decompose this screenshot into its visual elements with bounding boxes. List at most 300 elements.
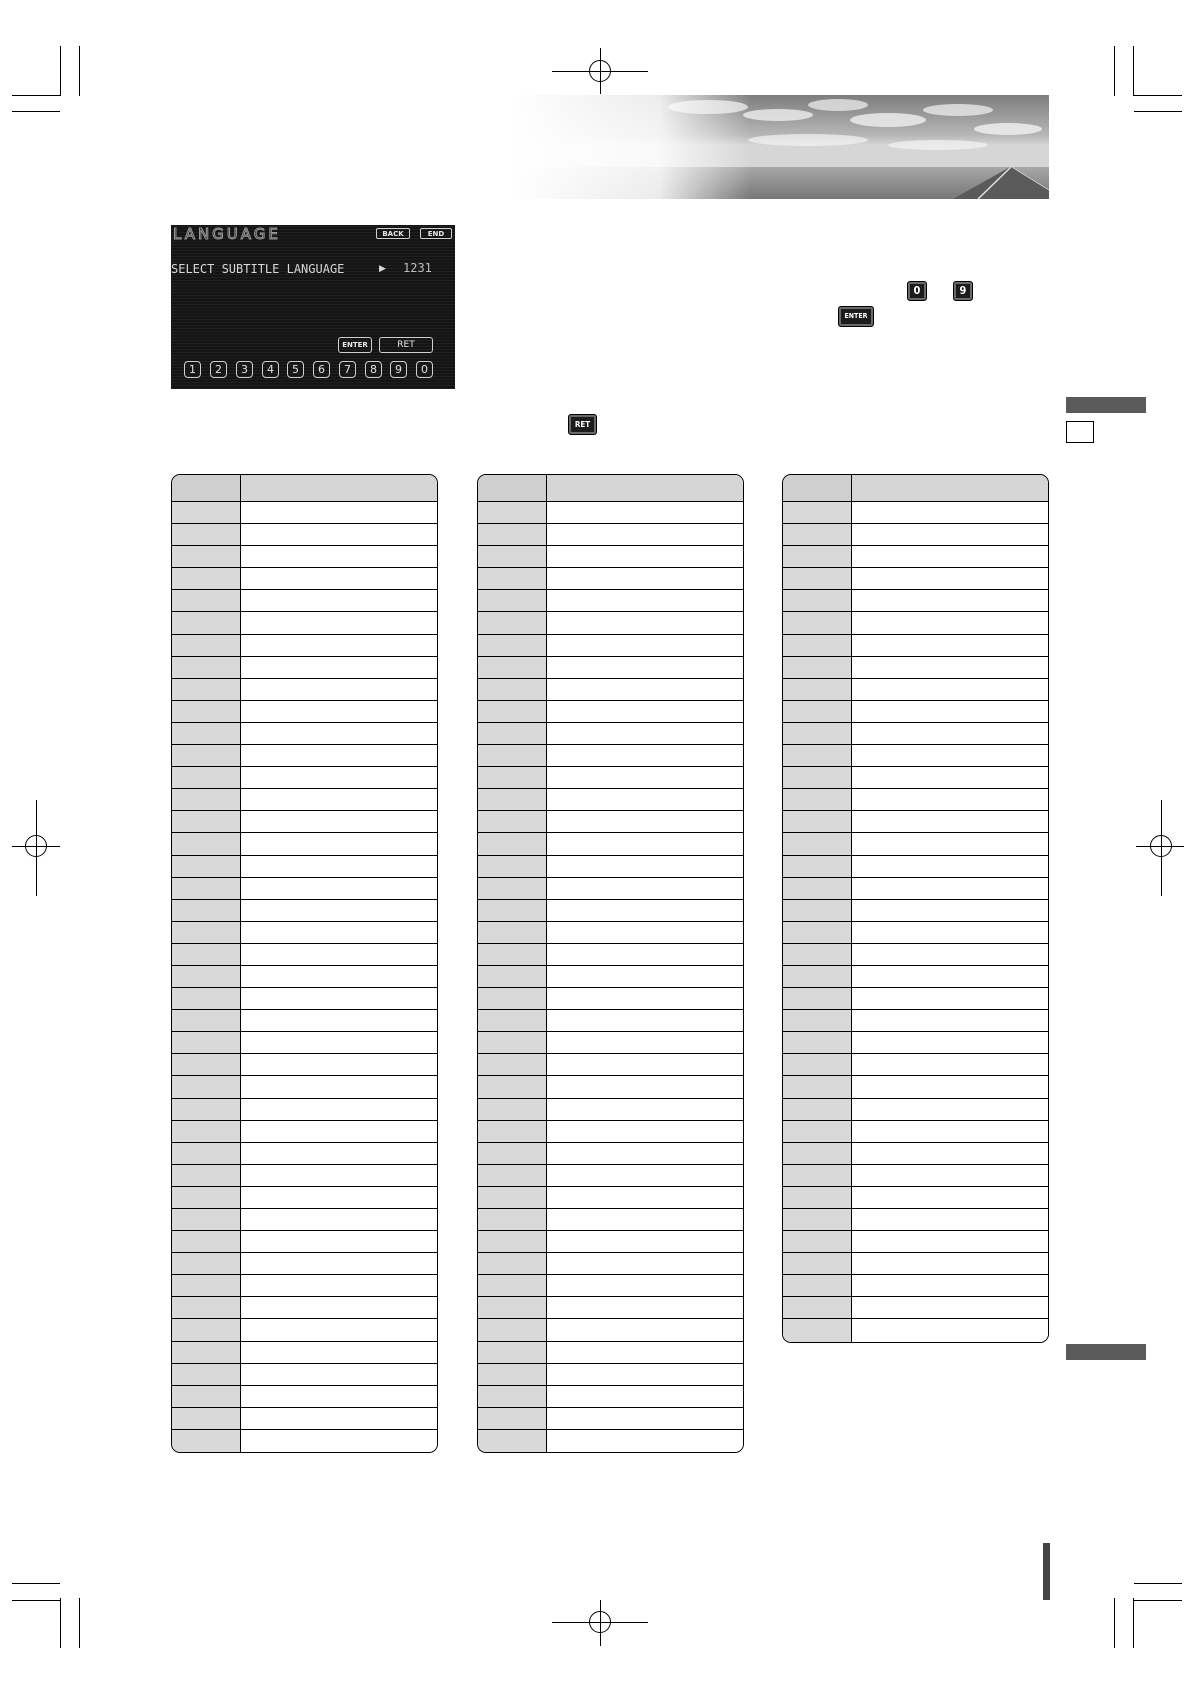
code-cell	[783, 657, 852, 678]
code-cell	[478, 944, 547, 965]
code-cell	[783, 524, 852, 545]
language-cell	[547, 1231, 743, 1252]
table-row	[783, 1319, 1048, 1341]
language-cell	[241, 1231, 437, 1252]
language-cell	[241, 767, 437, 788]
language-cell	[241, 1165, 437, 1186]
code-cell	[783, 922, 852, 943]
key-nine-icon: 9	[953, 281, 973, 301]
language-cell	[241, 701, 437, 722]
code-cell	[478, 1430, 547, 1452]
table-row	[478, 1408, 743, 1430]
code-cell	[172, 1319, 241, 1340]
table-row	[783, 502, 1048, 524]
table-row	[478, 1165, 743, 1187]
code-cell	[172, 679, 241, 700]
language-header-cell	[547, 475, 743, 501]
code-cell	[478, 745, 547, 766]
table-row	[172, 1275, 437, 1297]
code-cell	[478, 1253, 547, 1274]
code-cell	[172, 1054, 241, 1075]
language-cell	[547, 1430, 743, 1452]
language-cell	[852, 1297, 1048, 1318]
language-cell	[547, 1342, 743, 1363]
table-row	[172, 524, 437, 546]
code-cell	[172, 878, 241, 899]
table-row	[172, 657, 437, 679]
code-cell	[783, 1010, 852, 1031]
code-cell	[172, 657, 241, 678]
code-cell	[783, 833, 852, 854]
language-cell	[852, 900, 1048, 921]
language-cell	[852, 612, 1048, 633]
code-cell	[783, 1187, 852, 1208]
table-row	[172, 1386, 437, 1408]
language-cell	[241, 833, 437, 854]
code-cell	[478, 966, 547, 987]
table-row	[783, 856, 1048, 878]
number-key-5[interactable]: 5	[287, 361, 304, 378]
language-cell	[241, 1187, 437, 1208]
language-cell	[241, 1253, 437, 1274]
language-cell	[241, 944, 437, 965]
code-cell	[783, 1297, 852, 1318]
language-cell	[852, 1054, 1048, 1075]
code-cell	[478, 811, 547, 832]
language-cell	[241, 745, 437, 766]
table-row	[783, 1165, 1048, 1187]
table-row	[172, 568, 437, 590]
language-cell	[241, 1342, 437, 1363]
language-cell	[241, 1430, 437, 1452]
page-edge-bar	[1043, 1543, 1050, 1600]
table-row	[172, 1253, 437, 1275]
number-key-7[interactable]: 7	[339, 361, 356, 378]
table-row	[478, 1364, 743, 1386]
code-cell	[172, 1342, 241, 1363]
language-cell	[547, 657, 743, 678]
language-cell	[852, 1209, 1048, 1230]
number-key-8[interactable]: 8	[365, 361, 382, 378]
language-cell	[852, 635, 1048, 656]
key-ret-icon: RET	[568, 414, 597, 435]
table-row	[783, 789, 1048, 811]
code-cell	[478, 878, 547, 899]
code-cell	[783, 1054, 852, 1075]
table-row	[172, 1032, 437, 1054]
code-cell	[783, 1076, 852, 1097]
language-cell	[547, 833, 743, 854]
code-cell	[478, 1099, 547, 1120]
code-cell	[172, 1408, 241, 1429]
language-cell	[241, 1121, 437, 1142]
table-row	[478, 546, 743, 568]
language-code-table-3	[782, 474, 1049, 1343]
table-row	[172, 701, 437, 723]
language-cell	[241, 590, 437, 611]
language-cell	[241, 966, 437, 987]
number-key-1[interactable]: 1	[184, 361, 201, 378]
end-button[interactable]: END	[420, 228, 452, 239]
table-row	[783, 1143, 1048, 1165]
table-row	[172, 635, 437, 657]
language-cell	[852, 657, 1048, 678]
code-cell	[783, 612, 852, 633]
table-row	[172, 1165, 437, 1187]
table-row	[478, 1342, 743, 1364]
table-row	[478, 1253, 743, 1275]
code-cell	[478, 922, 547, 943]
table-row	[172, 679, 437, 701]
table-row	[172, 900, 437, 922]
language-cell	[852, 878, 1048, 899]
language-cell	[241, 546, 437, 567]
language-cell	[547, 966, 743, 987]
table-row	[172, 1231, 437, 1253]
code-cell	[783, 944, 852, 965]
table-row	[783, 1187, 1048, 1209]
table-row	[783, 679, 1048, 701]
table-row	[783, 546, 1048, 568]
language-cell	[241, 988, 437, 1009]
language-cell	[852, 1143, 1048, 1164]
code-cell	[478, 568, 547, 589]
number-key-9[interactable]: 9	[390, 361, 407, 378]
code-cell	[478, 1386, 547, 1407]
table-row	[478, 878, 743, 900]
code-cell	[172, 944, 241, 965]
code-cell	[172, 966, 241, 987]
language-cell	[241, 811, 437, 832]
language-cell	[547, 1143, 743, 1164]
table-row	[783, 1054, 1048, 1076]
language-cell	[241, 1297, 437, 1318]
table-row	[478, 679, 743, 701]
code-cell	[478, 1209, 547, 1230]
language-header-cell	[241, 475, 437, 501]
language-cell	[241, 524, 437, 545]
number-key-0[interactable]: 0	[416, 361, 433, 378]
code-cell	[478, 789, 547, 810]
code-cell	[478, 635, 547, 656]
language-cell	[241, 856, 437, 877]
code-cell	[172, 546, 241, 567]
code-cell	[478, 1342, 547, 1363]
language-cell	[852, 745, 1048, 766]
table-row	[172, 767, 437, 789]
code-cell	[783, 1099, 852, 1120]
language-cell	[547, 1076, 743, 1097]
code-cell	[478, 900, 547, 921]
language-cell	[547, 1319, 743, 1340]
language-cell	[852, 1076, 1048, 1097]
section-tab	[1066, 397, 1146, 413]
table-row	[172, 811, 437, 833]
table-row	[478, 1231, 743, 1253]
back-button[interactable]: BACK	[376, 228, 410, 239]
table-row	[478, 701, 743, 723]
table-row	[783, 1231, 1048, 1253]
code-cell	[172, 745, 241, 766]
table-row	[172, 590, 437, 612]
language-cell	[547, 701, 743, 722]
table-row	[783, 811, 1048, 833]
code-header-cell	[478, 475, 547, 501]
code-cell	[783, 1231, 852, 1252]
language-cell	[547, 922, 743, 943]
language-cell	[852, 1121, 1048, 1142]
language-cell	[241, 1032, 437, 1053]
table-row	[478, 966, 743, 988]
code-cell	[172, 1364, 241, 1385]
language-cell	[241, 1054, 437, 1075]
code-cell	[172, 1231, 241, 1252]
language-cell	[547, 1010, 743, 1031]
code-cell	[478, 1275, 547, 1296]
language-cell	[547, 635, 743, 656]
table-row	[783, 1209, 1048, 1231]
number-key-2[interactable]: 2	[210, 361, 227, 378]
play-arrow-icon: ▶	[379, 263, 386, 273]
code-cell	[478, 502, 547, 523]
language-cell	[547, 1121, 743, 1142]
code-cell	[172, 502, 241, 523]
table-row	[783, 900, 1048, 922]
table-row	[478, 900, 743, 922]
code-cell	[783, 966, 852, 987]
language-cell	[547, 878, 743, 899]
language-cell	[852, 546, 1048, 567]
code-cell	[783, 856, 852, 877]
table-row	[172, 966, 437, 988]
code-cell	[478, 833, 547, 854]
language-cell	[241, 1275, 437, 1296]
language-cell	[852, 966, 1048, 987]
table-row	[172, 745, 437, 767]
code-cell	[478, 1408, 547, 1429]
table-row	[172, 944, 437, 966]
table-row	[172, 1099, 437, 1121]
table-row	[478, 657, 743, 679]
code-cell	[172, 635, 241, 656]
table-row	[172, 1430, 437, 1452]
language-cell	[241, 789, 437, 810]
table-row	[172, 1209, 437, 1231]
language-cell	[241, 679, 437, 700]
language-cell	[547, 745, 743, 766]
language-cell	[852, 1319, 1048, 1341]
code-cell	[478, 1076, 547, 1097]
language-cell	[241, 568, 437, 589]
table-row	[478, 1187, 743, 1209]
table-header	[478, 475, 743, 502]
language-cell	[852, 679, 1048, 700]
language-cell	[547, 679, 743, 700]
table-row	[478, 988, 743, 1010]
code-cell	[478, 524, 547, 545]
language-cell	[241, 657, 437, 678]
code-cell	[783, 590, 852, 611]
language-cell	[852, 1231, 1048, 1252]
code-cell	[783, 1165, 852, 1186]
language-cell	[241, 878, 437, 899]
table-row	[783, 833, 1048, 855]
code-cell	[478, 1231, 547, 1252]
section-tab-lower	[1066, 1344, 1146, 1360]
key-enter-icon: ENTER	[838, 306, 874, 327]
language-cell	[852, 590, 1048, 611]
table-row	[783, 1099, 1048, 1121]
table-row	[478, 767, 743, 789]
code-cell	[478, 723, 547, 744]
table-row	[478, 1010, 743, 1032]
code-cell	[478, 1187, 547, 1208]
code-cell	[478, 546, 547, 567]
language-cell	[547, 811, 743, 832]
code-cell	[783, 789, 852, 810]
code-cell	[172, 833, 241, 854]
subtitle-language-prompt: SELECT SUBTITLE LANGUAGE	[171, 262, 345, 276]
language-code-table-1	[171, 474, 438, 1453]
code-header-cell	[172, 475, 241, 501]
ret-button[interactable]: RET	[379, 337, 433, 353]
table-row	[172, 922, 437, 944]
language-cell	[852, 767, 1048, 788]
language-cell	[547, 1275, 743, 1296]
language-code-table-2	[477, 474, 744, 1453]
language-cell	[852, 1253, 1048, 1274]
code-cell	[172, 988, 241, 1009]
table-row	[478, 612, 743, 634]
language-cell	[547, 1165, 743, 1186]
language-cell	[547, 1099, 743, 1120]
code-cell	[478, 988, 547, 1009]
code-cell	[783, 1275, 852, 1296]
header-landscape-image	[508, 95, 1049, 199]
language-cell	[852, 701, 1048, 722]
language-cell	[241, 1099, 437, 1120]
code-cell	[172, 789, 241, 810]
language-cell	[852, 502, 1048, 523]
number-key-3[interactable]: 3	[236, 361, 253, 378]
table-row	[172, 1121, 437, 1143]
language-cell	[852, 568, 1048, 589]
code-cell	[478, 1165, 547, 1186]
language-cell	[547, 1386, 743, 1407]
language-cell	[547, 767, 743, 788]
language-cell	[547, 1209, 743, 1230]
language-cell	[241, 502, 437, 523]
language-cell	[241, 1143, 437, 1164]
table-row	[783, 1275, 1048, 1297]
table-row	[783, 590, 1048, 612]
table-row	[478, 524, 743, 546]
language-cell	[852, 1165, 1048, 1186]
code-cell	[172, 767, 241, 788]
language-cell	[241, 635, 437, 656]
code-cell	[172, 1010, 241, 1031]
code-cell	[172, 1253, 241, 1274]
code-cell	[783, 988, 852, 1009]
language-cell	[852, 789, 1048, 810]
code-cell	[783, 900, 852, 921]
language-cell	[852, 856, 1048, 877]
table-row	[478, 1076, 743, 1098]
language-cell	[852, 1010, 1048, 1031]
code-cell	[783, 701, 852, 722]
table-row	[783, 878, 1048, 900]
code-cell	[478, 1010, 547, 1031]
table-row	[172, 723, 437, 745]
table-row	[783, 1010, 1048, 1032]
code-cell	[783, 546, 852, 567]
code-cell	[783, 1143, 852, 1164]
code-cell	[172, 1121, 241, 1142]
language-cell	[547, 1297, 743, 1318]
language-cell	[547, 1032, 743, 1053]
table-row	[783, 745, 1048, 767]
language-cell	[241, 1386, 437, 1407]
table-row	[478, 1054, 743, 1076]
code-cell	[172, 1032, 241, 1053]
table-row	[478, 1386, 743, 1408]
language-cell	[547, 568, 743, 589]
table-row	[478, 1209, 743, 1231]
enter-button[interactable]: ENTER	[338, 337, 372, 353]
table-row	[478, 635, 743, 657]
code-cell	[478, 856, 547, 877]
language-cell	[852, 1099, 1048, 1120]
language-cell	[547, 1364, 743, 1385]
table-row	[478, 568, 743, 590]
code-cell	[172, 856, 241, 877]
language-cell	[547, 546, 743, 567]
table-row	[783, 524, 1048, 546]
table-row	[172, 1010, 437, 1032]
code-cell	[783, 679, 852, 700]
number-key-4[interactable]: 4	[262, 361, 279, 378]
language-cell	[852, 944, 1048, 965]
language-cell	[547, 612, 743, 633]
language-cell	[241, 723, 437, 744]
code-cell	[783, 1319, 852, 1341]
table-row	[172, 1342, 437, 1364]
table-row	[172, 1297, 437, 1319]
table-row	[172, 833, 437, 855]
language-cell	[852, 723, 1048, 744]
language-cell	[241, 1319, 437, 1340]
code-cell	[172, 1187, 241, 1208]
table-row	[783, 1032, 1048, 1054]
code-cell	[783, 1121, 852, 1142]
number-key-6[interactable]: 6	[313, 361, 330, 378]
table-row	[783, 657, 1048, 679]
table-row	[783, 701, 1048, 723]
language-cell	[241, 1408, 437, 1429]
table-row	[478, 789, 743, 811]
language-cell	[852, 833, 1048, 854]
table-row	[172, 546, 437, 568]
table-row	[478, 590, 743, 612]
language-cell	[852, 1187, 1048, 1208]
code-cell	[172, 568, 241, 589]
language-code-value: 1231	[403, 261, 432, 275]
code-cell	[172, 1430, 241, 1452]
language-cell	[241, 612, 437, 633]
language-cell	[241, 1364, 437, 1385]
table-row	[172, 502, 437, 524]
code-cell	[478, 1297, 547, 1318]
